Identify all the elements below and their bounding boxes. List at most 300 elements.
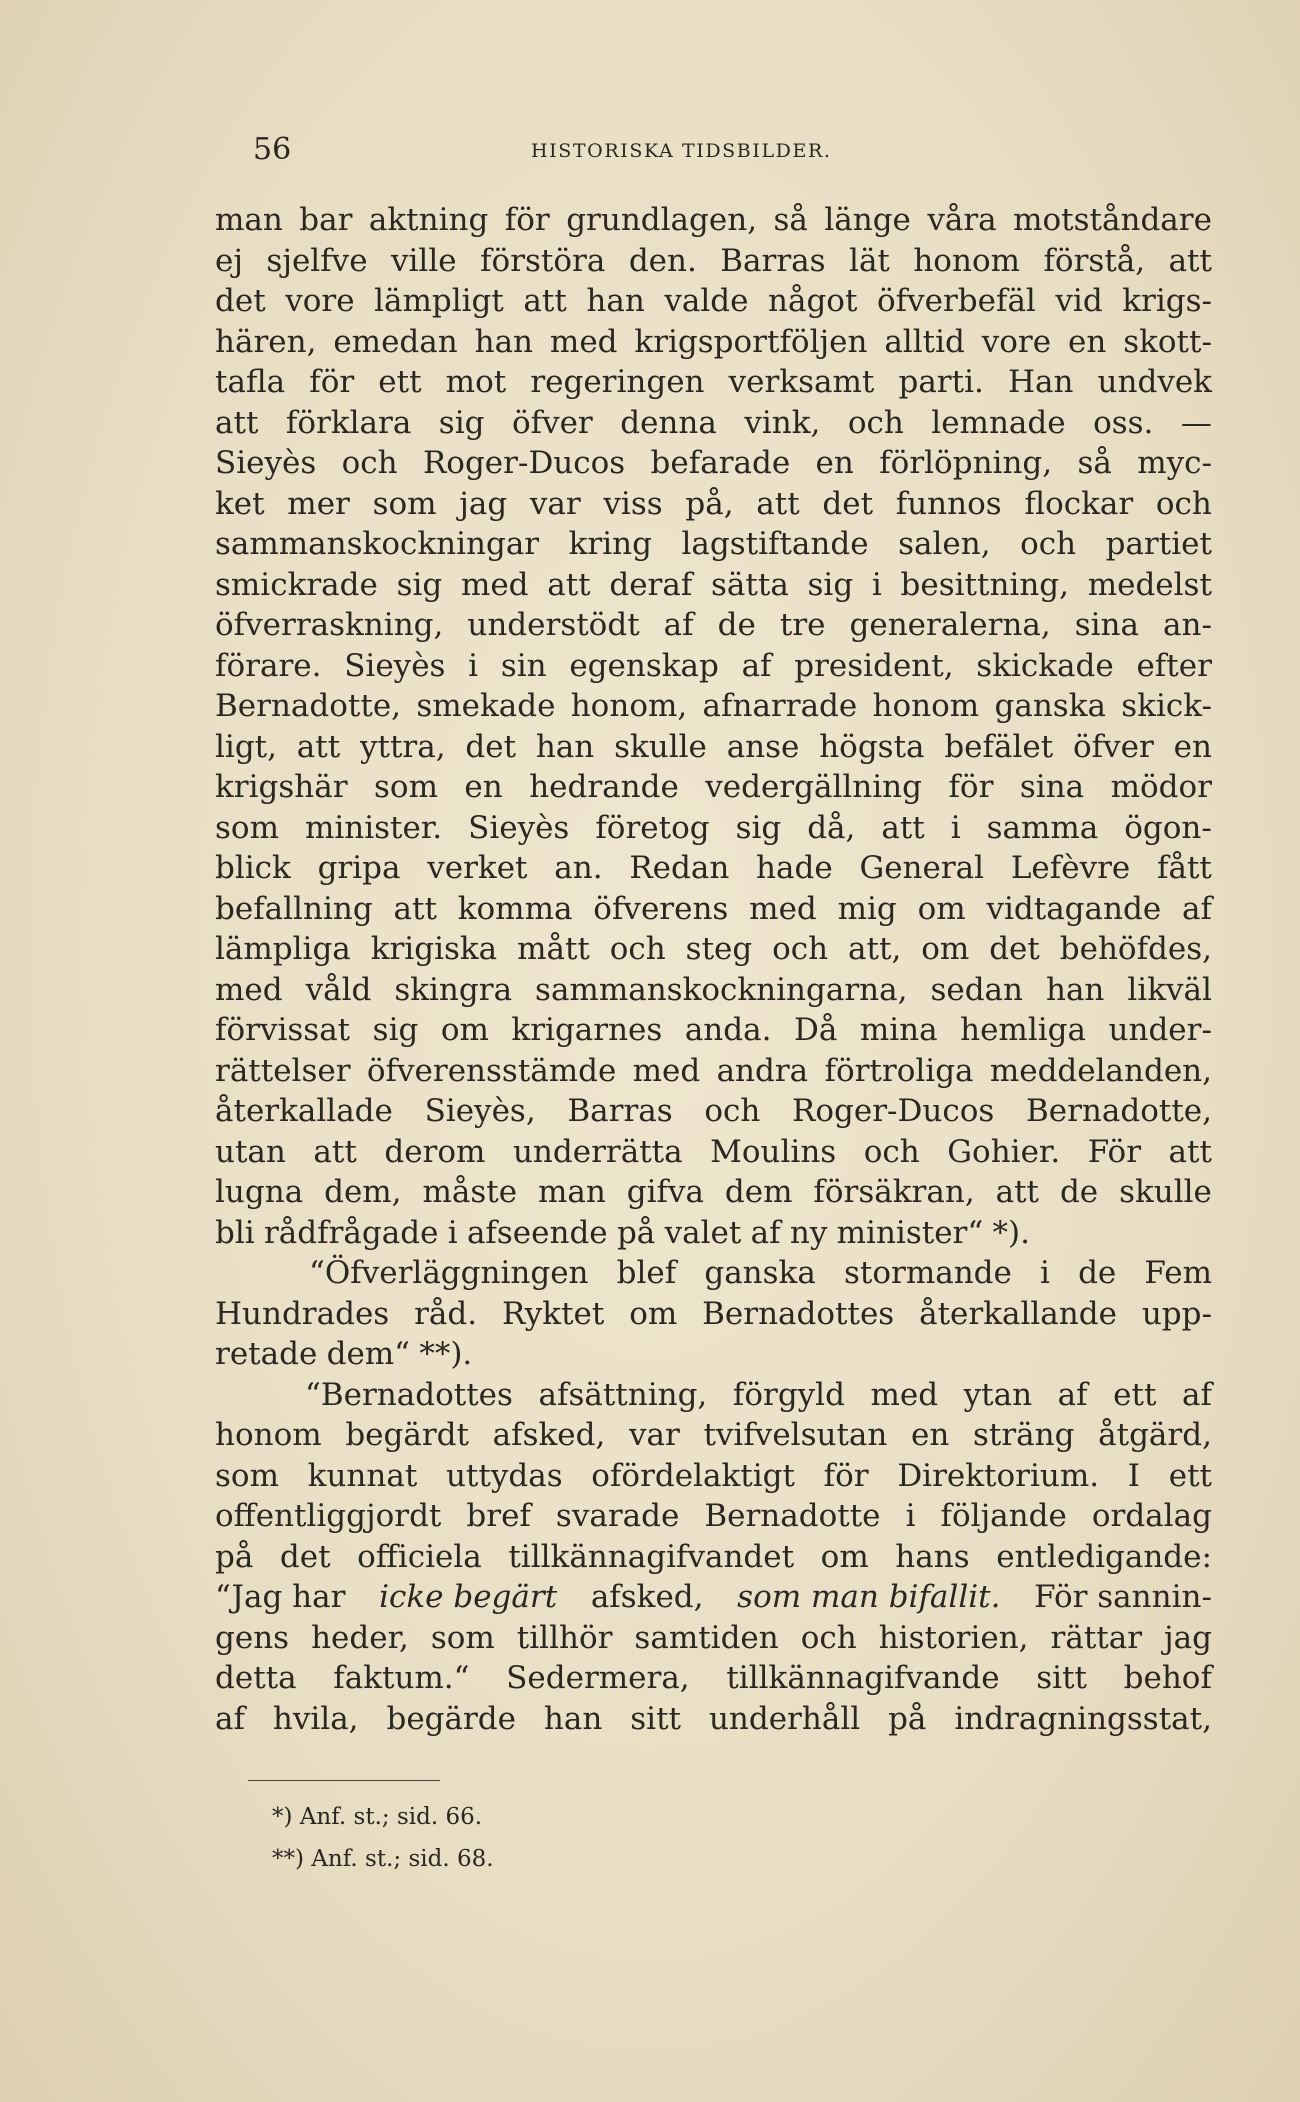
word: svarade [555, 1498, 680, 1534]
word: samtiden [634, 1619, 779, 1656]
word: att [215, 404, 259, 441]
word: undvek [1097, 364, 1212, 400]
word: bar [299, 202, 353, 238]
word: behöfdes, [1059, 931, 1212, 967]
word: befarade [650, 445, 791, 481]
word: honom, [570, 688, 688, 724]
word: behof [1123, 1660, 1212, 1696]
word: i [871, 566, 882, 603]
word: likväl [1127, 971, 1212, 1008]
word: afnarrade [702, 688, 858, 724]
text-line [215, 403, 1212, 444]
word: viss [603, 485, 663, 522]
word: retade [215, 1336, 318, 1372]
word: Gohier. [947, 1133, 1061, 1170]
word: emedan [333, 323, 458, 360]
word: på [888, 1700, 927, 1737]
text-line [215, 484, 1212, 525]
word: begärdt [345, 1417, 469, 1453]
word: funnos [895, 485, 1002, 522]
word: krigs- [1122, 283, 1212, 319]
word: råd. [414, 1295, 478, 1332]
word: för [504, 202, 550, 238]
word: gifva [626, 1174, 704, 1210]
word: med [749, 890, 817, 927]
word: vore [285, 283, 355, 319]
word: skickade [976, 647, 1114, 684]
word: an. [554, 850, 603, 886]
word: komma [457, 890, 573, 927]
word: Han [1007, 364, 1074, 400]
word: smekade [416, 688, 556, 724]
word: deraf [609, 566, 693, 603]
word: andra [716, 1052, 809, 1089]
word: sig [396, 566, 443, 603]
text-line [215, 727, 1212, 768]
word: rådfrågade [263, 1214, 439, 1251]
word: och [341, 445, 398, 481]
word: Sieyès [468, 809, 570, 846]
text-line [215, 1213, 1212, 1254]
word: lagstiftande [681, 526, 869, 562]
word: lemnade [931, 404, 1066, 441]
word: en [911, 1417, 950, 1453]
word: att [547, 566, 591, 603]
word: förstå, [1043, 242, 1146, 279]
word: tillkännagifvandet [508, 1538, 795, 1575]
word: dem, [324, 1174, 402, 1210]
word: de [1078, 1255, 1117, 1291]
word: befallning [215, 890, 373, 927]
word: grundlagen, [566, 202, 758, 238]
word: egenskap [569, 647, 719, 684]
word: han [1045, 971, 1105, 1008]
word: begärde [386, 1700, 516, 1737]
word: historien, [878, 1619, 1029, 1656]
word: den. [628, 242, 697, 279]
word: honom [913, 242, 1020, 279]
word: att [523, 283, 567, 319]
word: lämpligt [374, 283, 504, 319]
word: sjelfve [266, 242, 368, 279]
text-segment: För sannin- [1034, 1579, 1212, 1615]
word: ytan [963, 1376, 1033, 1413]
word: i [1040, 1255, 1050, 1291]
word: entledigande: [996, 1538, 1212, 1575]
word: vedergällning [705, 769, 922, 805]
word: yttra, [360, 728, 446, 765]
word: af [215, 1700, 245, 1737]
text-line [215, 362, 1212, 403]
word: åtgärd, [1098, 1417, 1212, 1453]
word: sin [500, 647, 547, 684]
word: hären, [215, 323, 317, 360]
word: Roger-Ducos [422, 445, 626, 481]
word: ny [789, 1214, 828, 1251]
word: rättelser [215, 1052, 351, 1089]
word: han [474, 323, 534, 360]
word: i [468, 647, 479, 684]
text-line [215, 929, 1212, 970]
word: valet [664, 1214, 742, 1251]
word: våra [927, 202, 997, 238]
word: mina [859, 1012, 938, 1048]
word: förtroliga [824, 1052, 974, 1089]
word: Bernadottes [702, 1295, 895, 1332]
word: sina [1074, 607, 1139, 643]
footnotes [272, 1796, 672, 1880]
word: ett [378, 364, 422, 400]
word: jag [1164, 1619, 1212, 1656]
word: med [215, 971, 283, 1008]
word: rättar [1050, 1619, 1143, 1656]
word: af [1182, 890, 1212, 927]
word: skingra [394, 971, 513, 1008]
word: som [215, 1457, 279, 1494]
word: förgyld [732, 1376, 845, 1413]
word: I [1127, 1457, 1141, 1494]
word: med [632, 1052, 701, 1089]
word: man [215, 202, 283, 238]
word: tvifvelsutan [703, 1417, 888, 1453]
word: heder, [311, 1619, 409, 1656]
word: ganska [704, 1255, 816, 1291]
word: dem [724, 1174, 793, 1210]
word: på [616, 1214, 656, 1251]
word: hemliga [960, 1012, 1086, 1048]
page-header [253, 132, 953, 172]
word: krigsportföljen [634, 323, 868, 360]
word: mig [837, 890, 897, 927]
word: afsättning, [538, 1376, 708, 1413]
word: verksamt [728, 364, 875, 400]
word: afsked, [492, 1417, 606, 1453]
word: om [820, 1538, 869, 1575]
word: öfverbefäl [876, 283, 1036, 319]
word: Lefèvre [1010, 850, 1131, 886]
word: sammanskockningar [215, 526, 540, 562]
word: befälet [944, 728, 1054, 765]
word: krigshär [215, 769, 348, 805]
word: detta [215, 1660, 297, 1696]
word: han [543, 1700, 603, 1737]
word: i [950, 809, 961, 846]
word: Sieyès, [424, 1093, 536, 1129]
word: denna [620, 404, 717, 441]
page-number: 56 [253, 132, 292, 167]
word: kunnat [307, 1457, 418, 1494]
word: företog [595, 809, 710, 846]
word: hedrande [529, 769, 679, 805]
word: alltid [884, 323, 965, 360]
word: minister“ [836, 1214, 984, 1251]
text-segment: “Jag har [215, 1579, 346, 1615]
word: Barras [720, 242, 826, 279]
word: steg [685, 931, 753, 967]
word: att [313, 1133, 357, 1170]
word: mot [445, 364, 507, 400]
word: var [529, 485, 581, 522]
word: i [905, 1498, 916, 1534]
word: krigarnes [511, 1012, 663, 1048]
text-line [215, 1618, 1212, 1659]
word: honom [872, 688, 980, 724]
word: vid [1055, 283, 1103, 319]
footnote-rule [248, 1780, 440, 1781]
word: för [948, 769, 994, 805]
word: stormande [843, 1255, 1012, 1291]
word: sträng [973, 1417, 1075, 1453]
text-line [215, 1415, 1212, 1456]
word: skick- [1121, 688, 1212, 724]
text-line [215, 1334, 1212, 1375]
text-line [215, 970, 1212, 1011]
word: som [215, 809, 279, 846]
word: då, [807, 809, 856, 846]
word: ett [1168, 1457, 1212, 1494]
word: om [917, 890, 966, 927]
text-line [215, 1375, 1212, 1416]
word: partiet [1105, 526, 1212, 562]
word: det [215, 283, 266, 319]
word: att [756, 485, 800, 522]
text-line [215, 767, 1212, 808]
word: ej [215, 242, 243, 279]
text-line [215, 848, 1212, 889]
word: ket [215, 485, 265, 522]
text-line [215, 1091, 1212, 1132]
word: länge [824, 202, 911, 238]
word: sina [1019, 769, 1085, 805]
word: som [372, 485, 437, 522]
word: om [629, 1295, 678, 1332]
word: det [989, 931, 1040, 967]
word: Barras [567, 1093, 673, 1129]
word: sedan [930, 971, 1023, 1008]
word: det [822, 485, 874, 522]
text-line [215, 322, 1212, 363]
word: ville [391, 242, 457, 279]
word: Bernadotte, [1025, 1093, 1212, 1129]
word: och [847, 404, 904, 441]
word: sammanskockningarna, [535, 971, 908, 1008]
word: uttydas [445, 1457, 563, 1494]
word: “Bernadottes [305, 1376, 513, 1413]
word: kring [568, 526, 652, 562]
word: en [1067, 323, 1107, 360]
word: *). [992, 1214, 1030, 1251]
word: Bernadotte, [215, 688, 402, 724]
word: så [773, 202, 808, 238]
word: och [1155, 485, 1212, 522]
word: sitt [1036, 1660, 1087, 1696]
word: indragningsstat, [954, 1700, 1212, 1737]
word: i [447, 1214, 458, 1251]
word: **). [419, 1336, 473, 1372]
word: en [464, 769, 503, 805]
word: För [1087, 1133, 1142, 1170]
word: de [1059, 1174, 1099, 1210]
word: mått [517, 931, 590, 967]
word: medelst [1087, 566, 1212, 603]
word: Fem [1144, 1255, 1212, 1291]
text-line [215, 1294, 1212, 1335]
word: att [1168, 242, 1212, 279]
word: under- [1108, 1012, 1212, 1048]
word: af [741, 647, 772, 684]
word: ofördelaktigt [591, 1457, 795, 1494]
text-line [215, 565, 1212, 606]
word: derom [384, 1133, 486, 1170]
word: afseende [466, 1214, 608, 1251]
word: med [549, 323, 618, 360]
word: och [800, 1619, 857, 1656]
word: en [1173, 728, 1212, 765]
word: offentliggjordt [215, 1498, 442, 1534]
word: förvissat [215, 1012, 351, 1048]
word: lämpliga [215, 931, 351, 967]
word: att, [848, 931, 902, 967]
word: tillkännagifvande [726, 1660, 1000, 1696]
word: understödt [467, 607, 640, 643]
text-line [215, 1658, 1212, 1699]
word: en [815, 445, 854, 481]
word: ligt, [215, 728, 277, 765]
word: aktning [368, 202, 489, 238]
word: som [430, 1619, 495, 1656]
word: regeringen [530, 364, 705, 400]
word: anda. [684, 1012, 772, 1048]
word: följande [940, 1498, 1067, 1534]
word: skulle [614, 728, 707, 765]
word: ganska [994, 688, 1106, 724]
word: faktum.“ [333, 1660, 470, 1696]
text-line [215, 200, 1212, 241]
word: att [393, 890, 437, 927]
word: så [1077, 445, 1112, 481]
text-line [215, 1132, 1212, 1173]
italic-text-segment: som man bifallit. [737, 1579, 1001, 1615]
text-line [215, 524, 1212, 565]
text-segment: afsked, [590, 1579, 704, 1615]
word: besittning, [900, 566, 1069, 603]
text-line [215, 1456, 1212, 1497]
word: om [440, 1012, 489, 1048]
word: försäkran, [813, 1174, 975, 1210]
word: hade [756, 850, 833, 886]
word: meddelanden, [989, 1052, 1212, 1089]
word: och [609, 931, 666, 967]
word: oss. [1093, 404, 1154, 441]
word: af [663, 607, 694, 643]
text-line [215, 1699, 1212, 1740]
word: förlöpning, [879, 445, 1053, 481]
word: Sieyès [215, 445, 317, 481]
word: skott- [1123, 323, 1212, 360]
word: man [537, 1174, 606, 1210]
word: lugna [215, 1174, 304, 1210]
word: ett [1113, 1376, 1157, 1413]
word: krigiska [370, 931, 498, 967]
word: måste [422, 1174, 518, 1210]
word: Sedermera, [506, 1660, 690, 1696]
word: General [859, 850, 985, 886]
word: parti. [898, 364, 984, 400]
word: om [921, 931, 970, 967]
word: blick [215, 850, 291, 886]
text-line [215, 605, 1212, 646]
word: motståndare [1013, 202, 1212, 238]
word: Moulins [710, 1133, 837, 1170]
text-line [215, 1010, 1212, 1051]
word: af [750, 1214, 781, 1251]
text-line [215, 1172, 1212, 1213]
text-line [215, 443, 1212, 484]
word: som [374, 769, 438, 805]
word: utan [215, 1133, 286, 1170]
running-head: HISTORISKA TIDSBILDER. [531, 140, 832, 162]
word: upp- [1141, 1295, 1212, 1332]
word: sig [372, 1012, 419, 1048]
word: och [772, 931, 829, 967]
text-line [215, 1253, 1212, 1294]
text-line [215, 1496, 1212, 1537]
text-line-mixed [215, 1577, 1212, 1618]
word: minister. [304, 809, 443, 846]
word: sitt [630, 1700, 682, 1737]
word: och [704, 1093, 761, 1129]
text-line [215, 889, 1212, 930]
word: ordalag [1091, 1498, 1212, 1534]
word: öfver [511, 404, 593, 441]
word: fått [1157, 850, 1212, 886]
word: med [870, 1376, 939, 1413]
word: sig [735, 809, 782, 846]
word: af [1182, 1376, 1212, 1413]
word: tre [779, 607, 826, 643]
word: skulle [1119, 1174, 1212, 1210]
text-line [215, 686, 1212, 727]
word: smickrade [215, 566, 378, 603]
word: honom [215, 1417, 322, 1453]
word: bli [215, 1214, 255, 1251]
word: ögon- [1124, 809, 1212, 846]
text-line [215, 1051, 1212, 1092]
word: sig [807, 566, 854, 603]
word: förstöra [480, 242, 606, 279]
word: tafla [215, 364, 286, 400]
word: öfverens [593, 890, 729, 927]
word: sig [438, 404, 485, 441]
word: flockar [1024, 485, 1134, 522]
word: högsta [819, 728, 925, 765]
word: jag [459, 485, 508, 522]
word: han [586, 283, 645, 319]
word: underhåll [708, 1700, 861, 1737]
word: vidtagande [986, 890, 1162, 927]
text-line [215, 281, 1212, 322]
italic-text-segment: icke begärt [379, 1579, 558, 1615]
word: det [465, 728, 517, 765]
word: president, [794, 647, 954, 684]
word: att [296, 728, 341, 765]
word: Ryktet [501, 1295, 605, 1332]
word: an- [1163, 607, 1212, 643]
word: öfverensstämde [366, 1052, 617, 1089]
word: bref [466, 1498, 531, 1534]
word: verket [427, 850, 528, 886]
word: Redan [629, 850, 730, 886]
